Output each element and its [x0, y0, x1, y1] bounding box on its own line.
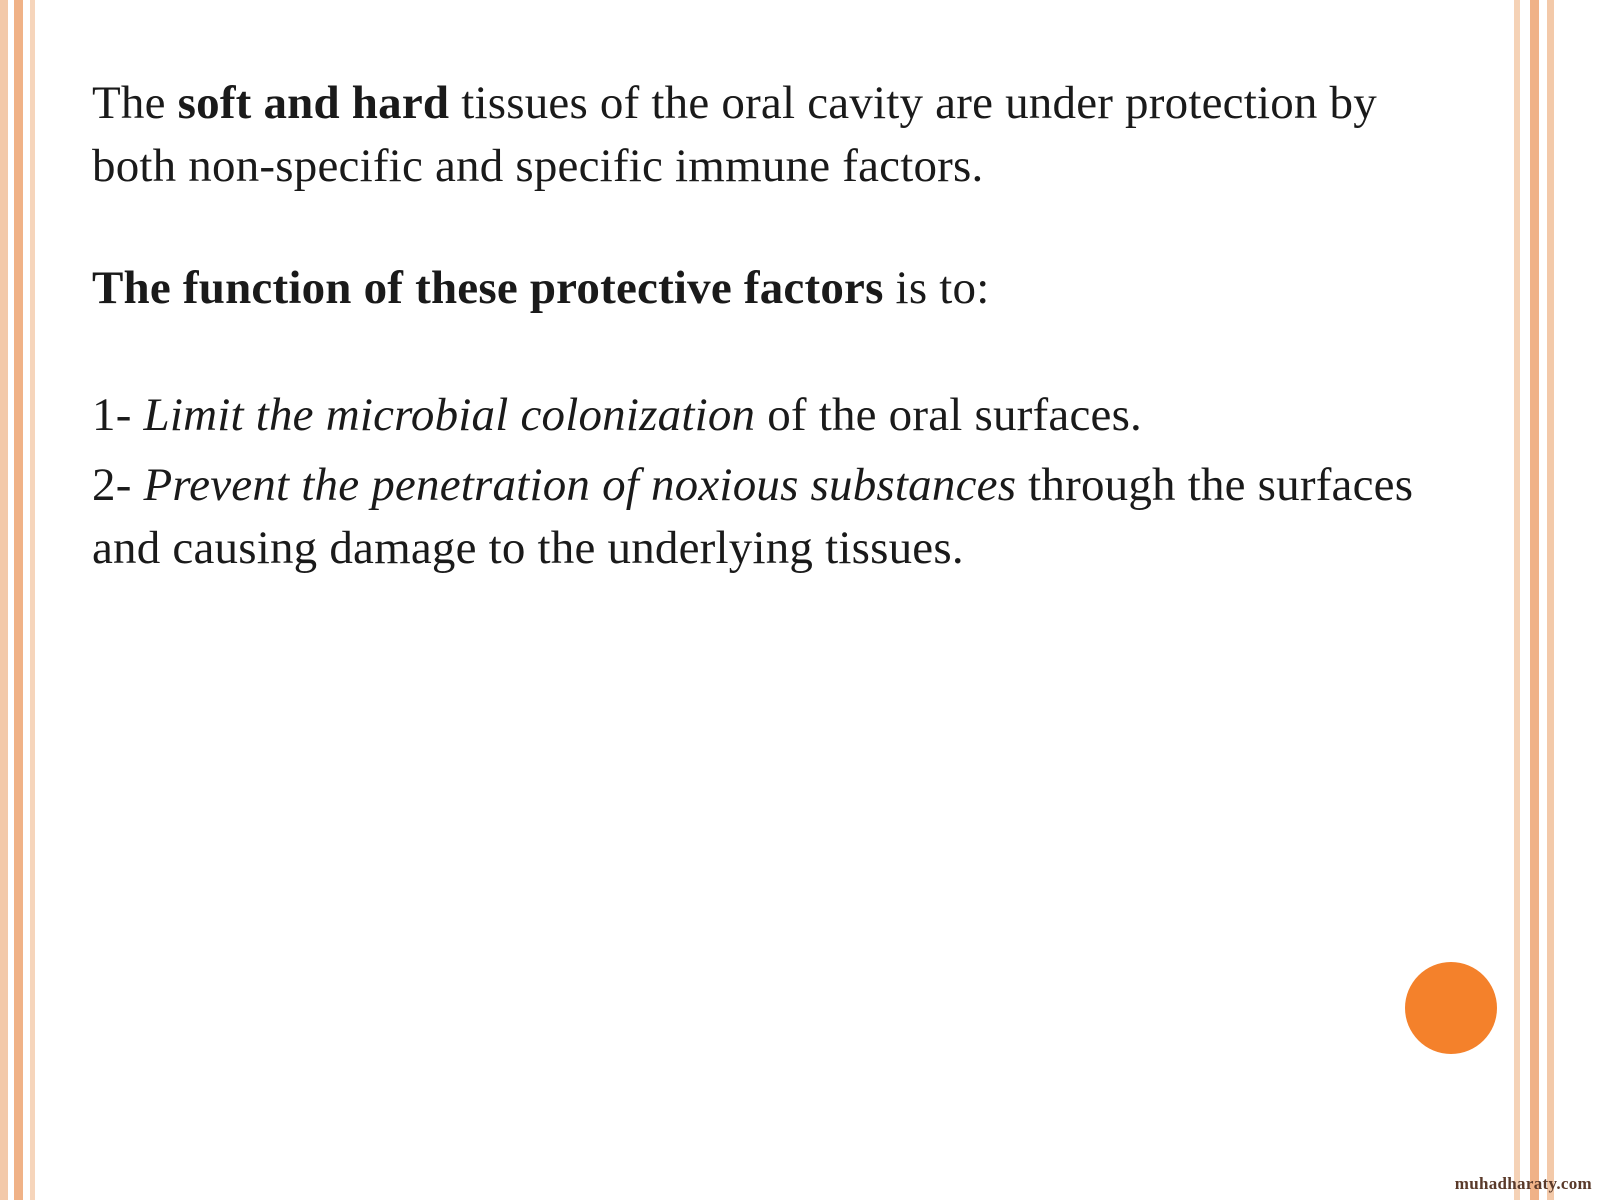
list-item-2-number: 2-: [92, 459, 144, 511]
border-stripe: [1530, 0, 1539, 1200]
left-decorative-border: [0, 0, 46, 1200]
border-stripe: [1547, 0, 1554, 1200]
paragraph-intro: [92, 72, 1472, 197]
intro-lead-text: The: [92, 77, 178, 129]
border-stripe: [1554, 0, 1600, 1200]
list-item-2-rest: through the surfaces and causing damage to the underlying tissues.: [92, 459, 1414, 574]
border-stripe: [23, 0, 30, 1200]
border-stripe: [14, 0, 23, 1200]
border-stripe: [0, 0, 8, 1200]
list-item-1-emphasis: Limit the microbial colonization: [143, 388, 756, 441]
border-stripe: [1520, 0, 1530, 1200]
list-item-2-emphasis: Prevent the penetration of noxious substances: [143, 459, 1017, 511]
slide-body: [92, 72, 1472, 579]
border-stripe: [35, 0, 46, 1200]
orange-circle-decoration: [1405, 962, 1497, 1054]
intro-rest-text: tissues of the oral cavity are under protection by both non-specific and specific immune factors.: [92, 77, 1377, 192]
function-heading-bold: The function of these protective factors: [92, 262, 884, 314]
right-decorative-border: [1514, 0, 1600, 1200]
intro-bold-phrase: soft and hard: [177, 77, 450, 129]
list-item-1-rest: of the oral surfaces.: [755, 388, 1143, 441]
list-item-1-number: 1-: [92, 388, 144, 441]
function-heading-rest: is to:: [883, 262, 990, 314]
paragraph-function-heading: [92, 257, 1472, 320]
list-item-1: [92, 384, 1472, 447]
list-item-2: [92, 454, 1472, 579]
border-stripe: [1539, 0, 1547, 1200]
watermark-label: muhadharaty.com: [1454, 1174, 1592, 1193]
